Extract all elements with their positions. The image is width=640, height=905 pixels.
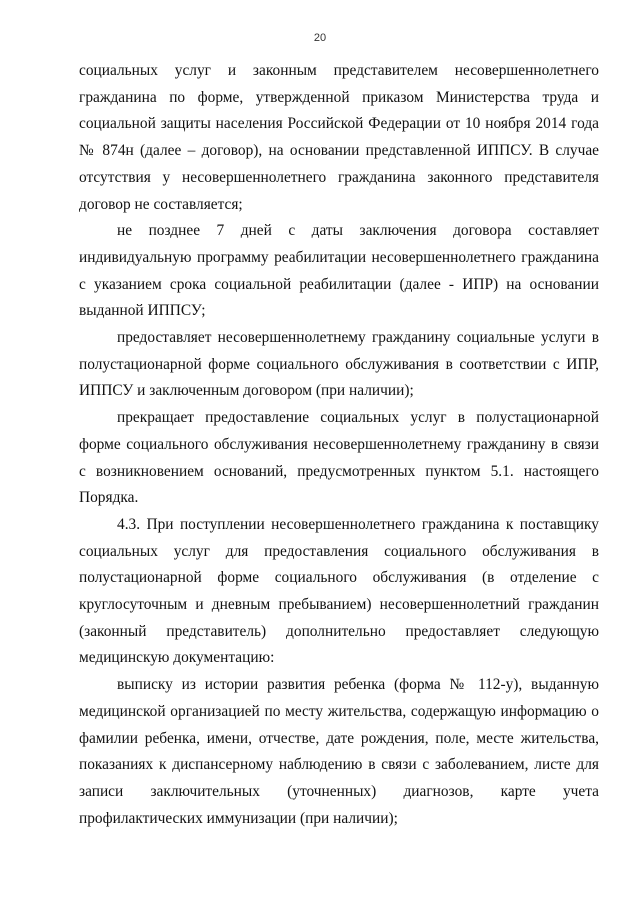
- document-body: [79, 58, 599, 832]
- paragraph-ipr-composition: не позднее 7 дней с даты заключения договора составляет индивидуальную программу реабилитации несовершеннолетнего гражданина с указанием срока социальной реабилитации (далее - ИПР) на основании выданной ИППСУ;: [79, 222, 599, 320]
- paragraph-service-termination: прекращает предоставление социальных услуг в полустационарной форме социального обслуживания несовершеннолетнему гражданину в связи с возникновением оснований, предусмотренных пунктом 5.1. настоящего Порядка.: [79, 409, 599, 507]
- paragraph-contract-continuation: социальных услуг и законным представителем несовершеннолетнего гражданина по форме, утвержденной приказом Министерства труда и социальной защиты населения Российской Федерации от 10 ноября 2014 года № 874н (далее – договор), на основании представленной ИППСУ. В случае отсутствия у несовершеннолетнего гражданина законного представителя договор не составляется;: [79, 62, 599, 213]
- paragraph-medical-extract: выписку из истории развития ребенка (форма № 112-у), выданную медицинской организацией по месту жительства, содержащую информацию о фамилии ребенка, имени, отчестве, дате рождения, поле, месте жительства, показаниях к диспансерному наблюдению в связи с заболеванием, листе для записи заключительных (уточненных) диагнозов, карте учета профилактических иммунизации (при наличии);: [79, 676, 599, 827]
- paragraph-section-4-3: 4.3. При поступлении несовершеннолетнего гражданина к поставщику социальных услуг для предоставления социального обслуживания в полустационарной форме социального обслуживания (в отделение с круглосуточным и дневным пребыванием) несовершеннолетний гражданин (законный представитель) дополнительно предоставляет следующую медицинскую документацию:: [79, 515, 599, 667]
- page-number: 20: [313, 32, 327, 44]
- paragraph-service-provision: предоставляет несовершеннолетнему гражданину социальные услуги в полустационарной форме социального обслуживания в соответствии с ИПР, ИППСУ и заключенным договором (при наличии);: [79, 329, 599, 400]
